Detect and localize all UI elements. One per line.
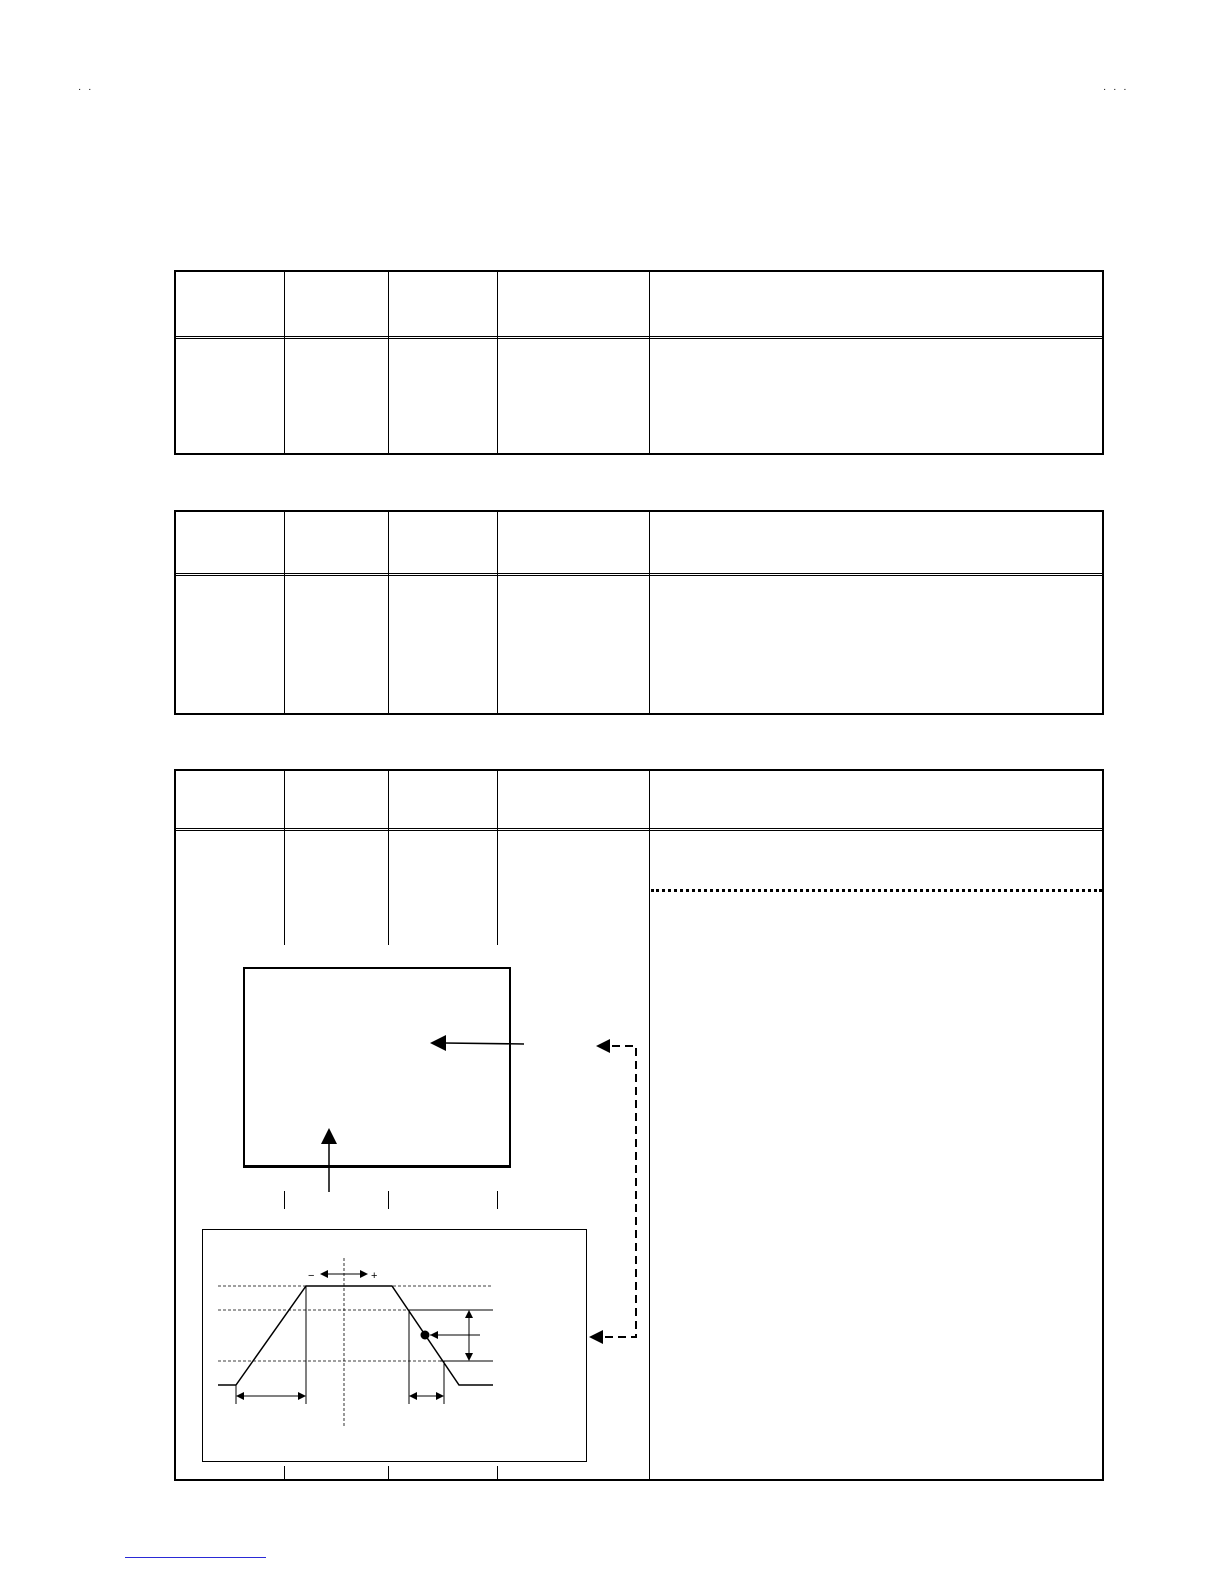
footer-link[interactable]	[125, 1557, 266, 1558]
header-left-mark: · ·	[78, 84, 94, 95]
phase-minus-label: −	[308, 1270, 315, 1282]
header-right-mark: · · ·	[1103, 84, 1129, 95]
phase-plus-label: +	[371, 1270, 378, 1282]
measure-point-dot	[421, 1331, 430, 1340]
